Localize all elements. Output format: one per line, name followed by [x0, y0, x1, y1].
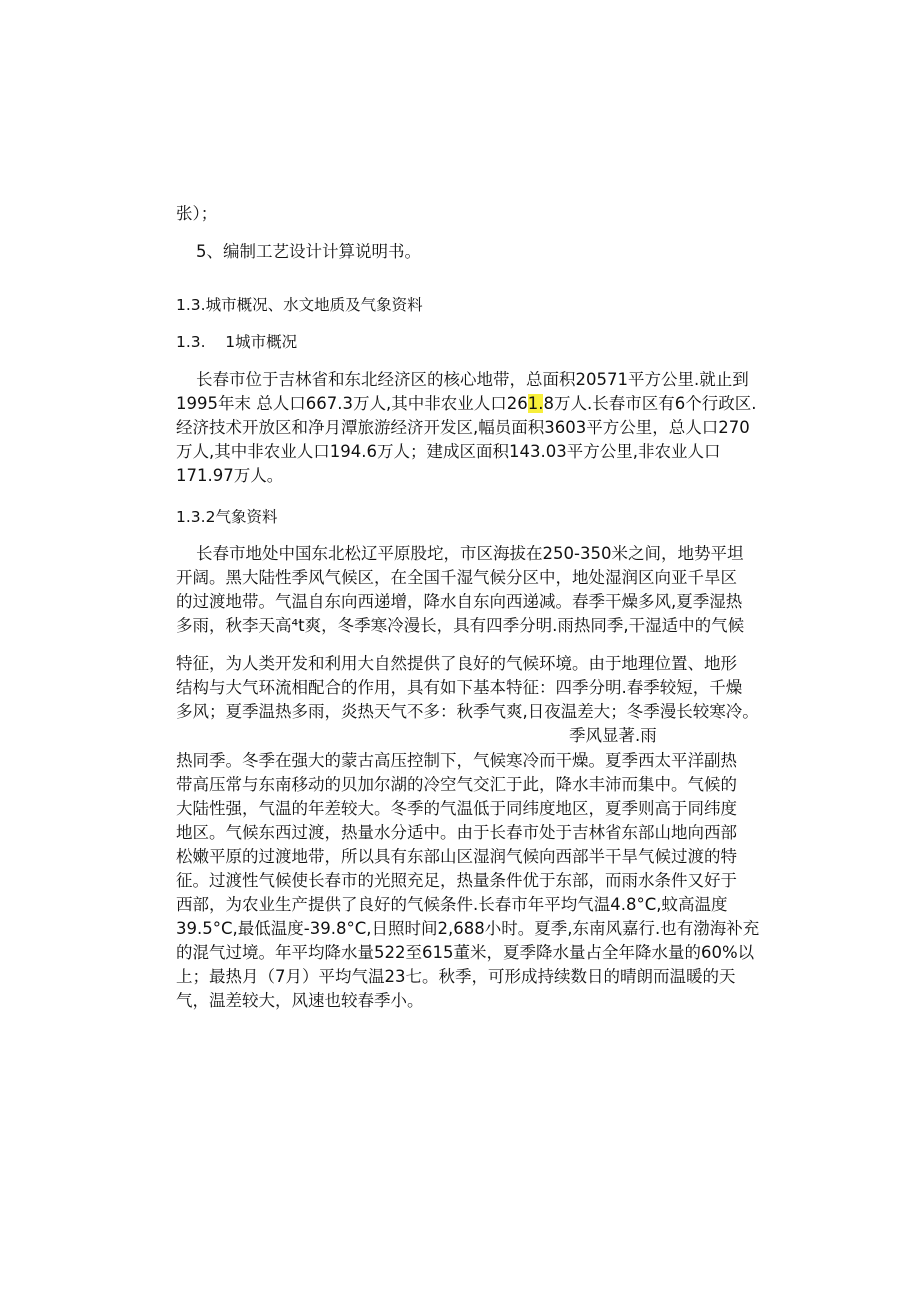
section-heading-1-3-2: 1.3.2气象资料	[176, 508, 278, 526]
paragraph-line: 结构与大气环流相配合的作用，具有如下基本特征：四季分明.春季较短，千燥	[176, 678, 743, 697]
section-heading-1-3: 1.3.城市概况、水文地质及气象资料	[176, 296, 423, 314]
paragraph-line: 大陆性强，气温的年差较大。冬季的气温低于同纬度地区，夏季则高于同纬度	[176, 799, 737, 818]
paragraph-line: 长春市地处中国东北松辽平原股坨，市区海拔在250-350米之间，地势平坦	[196, 544, 744, 563]
paragraph-line: 的过渡地带。气温自东向西递增，降水自东向西递减。春季干燥多风,夏季湿热	[176, 592, 743, 611]
text-span: 8万人.长春市区有6个行政区.	[543, 394, 757, 413]
paragraph-line: 多雨，秋李天高⁴t爽，冬季寒冷漫长，具有四季分明.雨热同季,干湿适中的气候	[176, 616, 745, 635]
paragraph-line: 多风；夏季温热多雨，炎热天气不多：秋季气爽,日夜温差大；冬季漫长较寒冷。	[176, 702, 759, 721]
paragraph-line: 万人,其中非农业人口194.6万人；建成区面积143.03平方公里,非农业人口	[176, 442, 721, 461]
paragraph-line	[176, 392, 756, 416]
paragraph-line: 经济技术开放区和净月潭旅游经济开发区,幅员面积3603平方公里，总人口270	[176, 418, 750, 437]
paragraph-line: 39.5°C,最低温度-39.8°C,日照时间2,688小时。夏季,东南风嘉行.也有渤海补充	[176, 919, 760, 938]
highlighted-text: 1.	[527, 394, 544, 413]
text-span: 1995年末 总人口667.3万人,其中非农业人口26	[176, 394, 528, 413]
paragraph-line: 的混气过境。年平均降水量522至615董米，夏季降水量占全年降水量的60%以	[176, 943, 755, 962]
paragraph-line: 开阔。黑大陆性季风气候区，在全国千湿气候分区中，地处湿润区向亚千旱区	[176, 568, 737, 587]
paragraph-line: 松嫩平原的过渡地带，所以具有东部山区湿润气候向西部半干旱气候过渡的特	[176, 847, 737, 866]
section-heading-1-3-1: 1.3. 1城市概况	[176, 333, 298, 351]
paragraph-line: 热同季。冬季在强大的蒙古高压控制下，气候寒冷而干燥。夏季西太平洋副热	[176, 751, 737, 770]
paragraph-line: 171.97万人。	[176, 466, 284, 485]
paragraph-line: 上；最热月（7月）平均气温23七。秋季，可形成持续数日的晴朗而温暖的天	[176, 967, 736, 986]
list-item-5: 5、编制工艺设计计算说明书。	[196, 242, 421, 261]
paragraph-line: 征。过渡性气候使长春市的光照充足，热量条件优于东部，而雨水条件又好于	[176, 871, 737, 890]
paragraph-line: 长春市位于吉林省和东北经济区的核心地带，总面积20571平方公里.就止到	[196, 370, 749, 389]
paragraph-line: 带高压常与东南移动的贝加尔湖的冷空气交汇于此，降水丰沛而集中。气候的	[176, 775, 737, 794]
paragraph-line: 西部，为农业生产提供了良好的气候条件.长春市年平均气温4.8°C,蚊高温度	[176, 895, 728, 914]
paragraph-line: 特征，为人类开发和利用大自然提供了良好的气候环境。由于地理位置、地形	[176, 654, 737, 673]
paragraph-line: 气，温差较大，风速也较春季小。	[176, 991, 424, 1010]
text-line-fragment: 张）；	[176, 204, 218, 223]
paragraph-line: 季风显著.雨	[569, 726, 657, 745]
paragraph-line: 地区。气候东西过渡，热量水分适中。由于长春市处于吉林省东部山地向西部	[176, 823, 737, 842]
